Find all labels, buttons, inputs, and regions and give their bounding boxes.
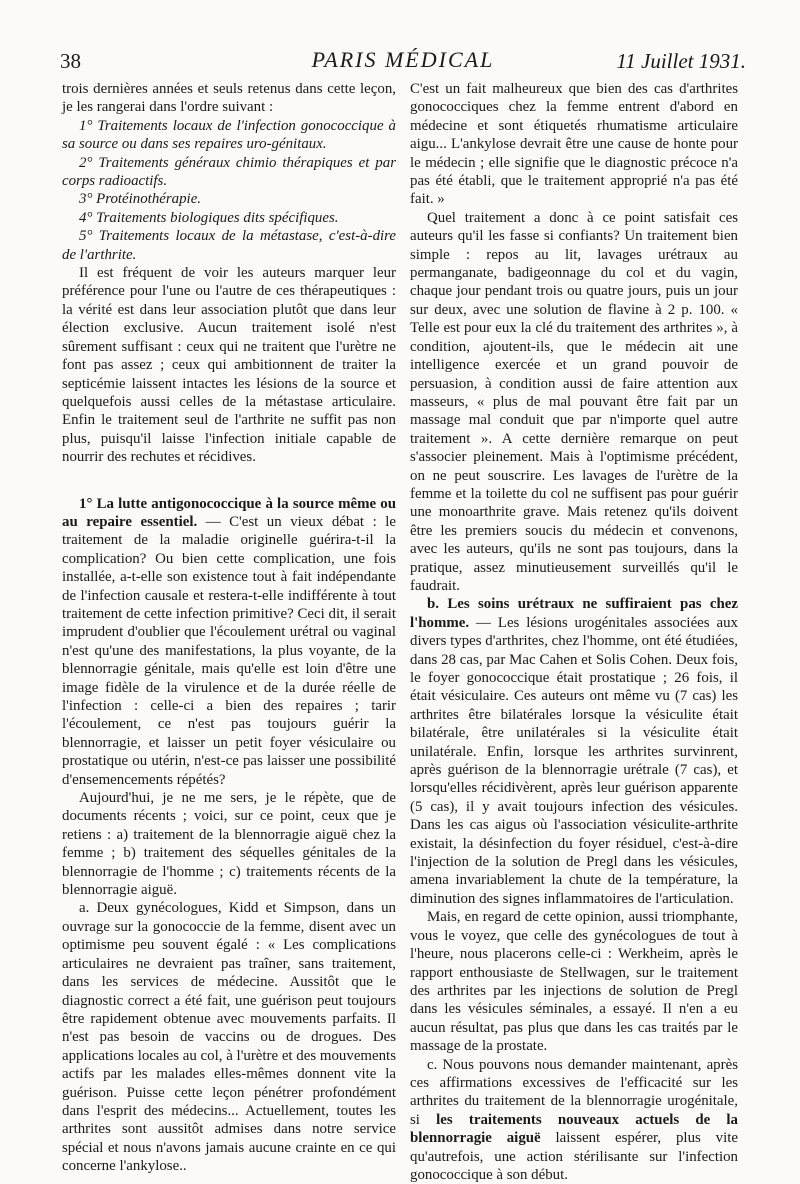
page-number: 38 (60, 49, 81, 73)
issue-date: 11 Juillet 1931. (616, 49, 746, 73)
list-item: 2° Traitements généraux chimio thérapiques et par corps radioactifs. (62, 154, 396, 190)
list-item: 4° Traitements biologiques dits spécifiques. (79, 209, 339, 226)
paragraph: Il est fréquent de voir les auteurs marquer leur préférence pour l'une ou l'autre de ces thérapeutiques : la vérité est dans leur association plutôt que dans leur élection exclusive. Aucun traitement isolé n'est sûrement suffisant : ceux qui ne traitent que l'urètre ne font pas assez ; ceux qui ambitionnent de traiter la septicémie laissent intactes les lésions de la source et quelquefois aussi celles de la métastase articulaire. Enfin le traitement seul de l'arthrite ne suffit pas non plus, puisqu'il laisse l'infection initiale capable de nourrir des rechutes et récidives. (62, 265, 396, 466)
list-item: 5° Traitements locaux de la métastase, c'est-à-dire de l'arthrite. (62, 228, 396, 263)
paragraph: Aujourd'hui, je ne me sers, je le répète, que de documents récents ; voici, sur ce point, ceux que je retiens : a) traitement de la blennorragie aiguë chez la femme ; b) traitement des séquelles génitales de la blennorragie de l'homme ; c) traitements récents de la blennorragie aiguë. (62, 790, 396, 899)
journal-title: PARIS MÉDICAL (311, 47, 495, 72)
emphasis: les traitements nouveaux actuels de la blennorragie aiguë (410, 1111, 739, 1147)
section-heading: 1° La lutte antigonococcique à la source même ou au repaire essentiel. (62, 495, 396, 530)
list-item: 3° Protéinothérapie. (79, 191, 202, 208)
paragraph (410, 1056, 738, 1184)
section-text: — C'est un vieux débat : le traitement de la maladie originelle guérira-t-il la complication? Ou bien cette complication, une fois installée, a-t-elle son existence tout à fait indépendante de l'infection causale et restera-t-elle indifférente à tout traitement de cette infection primitive? Ceci dit, il serait imprudent d'oublier que l'écoulement urétral ou vaginal n'est qu'une des manifestations, la plus voyante, de la blennorragie génitale, mais qu'elle est loin d'être une image fidèle de la virulence et de la durée réelle de l'infection : celle-ci a bien des repaires ; tarir l'écoulement, ce n'est pas toujours guérir la blennorragie, et laisser un petit foyer vésiculaire ou prostatique ou utérin, n'est-ce pas laisser une possibilité d'ensemencements répétés? (62, 513, 396, 788)
list-item: 1° Traitements locaux de l'infection gonococcique à sa source ou dans ses repaires uro-génitaux. (62, 117, 396, 153)
paragraph: trois dernières années et seuls retenus dans cette leçon, je les rangerai dans l'ordre suivant : (62, 81, 396, 116)
left-column (62, 80, 396, 1176)
running-header (60, 47, 746, 77)
right-column (410, 80, 738, 1184)
paragraph: Quel traitement a donc à ce point satisfait ces auteurs qu'il les fasse si confiants? Un traitement bien simple : repos au lit, lavages urétraux au permanganate, badigeonnage du col et du vagin, chaque jour pendant trois ou quatre jours, puis un jour sur deux, avec une solution de flavine à 2 p. 100. « Telle est pour eux la clé du traitement des arthrites », à condition, ajoutent-ils, que le médecin ait une intelligence exercée et un grand pouvoir de persuasion, à condition aussi de faire attention aux masseurs, « plus de mal pouvant être fait par un massage mal conduit que par n'importe quel autre traitement ». A cette dernière remarque on peut s'associer pleinement. Mais à l'optimisme précédent, on ne peut souscrire. Les lavages de l'urètre de la femme et la toilette du col ne suffisent pas pour guérir une monoarthrite grave. Mais retenez qu'ils doivent être les premiers soucis du médecin et convenons, avec les auteurs, qu'ils ne sont pas toujours, dans la pratique, assez minutieusement surveillés qu'il le faudrait. (410, 209, 738, 594)
text-run: laissent espérer, plus vite qu'autrefois, une action stérilisante sur l'infection gonococcique à son début. (410, 1130, 738, 1183)
paragraph: a. Deux gynécologues, Kidd et Simpson, dans un ouvrage sur la gonococcie de la femme, disent avec un optimisme peu souvent égalé : « Les complications articulaires ne devraient pas traîner, sans traitement, dans les services de médecine. Aussitôt que le diagnostic correct a été fait, une guérison peut toujours être rapidement obtenue avec mouvements parfaits. Il n'est pas besoin de vaccins ou de drogues. Des applications locales au col, à l'urètre et des mouvements actifs par les malades elles-mêmes donnent vite la guérison. Puisse cette leçon pénétrer profondément dans l'esprit des médecins... Actuellement, toutes les arthrites sont aussitôt admises dans notre service spécial et nous n'avons jamais aucune crainte en ce qui concerne l'ankylose.. (62, 900, 396, 1175)
section-text: — Les lésions urogénitales associées aux divers types d'arthrites, chez l'homme, ont été étudiées, dans 28 cas, par Mac Cahen et Solis Cohen. Deux fois, le foyer gonococcique était prostatique ; 26 fois, il était vésiculaire. Ces auteurs ont même vu (7 cas) les arthrites être bilatérales lorsque la vésiculite était bilatérale, être unilatérales si la vésiculite était unilatérale. Enfin, lorsque les arthrites survinrent, après guérison de la blennorragie urétrale (7 cas), et lorsqu'elles récidivèrent, après leur guérison apparente (5 cas), il y avait toujours infection des vésicules. Dans les cas aigus où l'association vésiculite-arthrite existait, la désinfection du foyer résiduel, c'est-à-dire l'injection de la solution de Pregl dans les vésicules, amena invariablement la chute de la température, la diminution des signes inflammatoires de l'articulation. (410, 614, 738, 907)
section-heading: b. Les soins urétraux ne suffiraient pas chez l'homme. (410, 596, 738, 631)
paragraph: Mais, en regard de cette opinion, aussi triomphante, vous le voyez, que celle des gynécologues de tout à l'heure, nous placerons celle-ci : Werkheim, après le rapport enthousiaste de Stellwagen, sur le traitement des arthrites par les injections de solution de Pregl dans les vésicules séminales, a essayé. Il n'en a eu aucun résultat, pas plus que dans les cas traités par le massage de la prostate. (410, 909, 738, 1055)
paragraph: C'est un fait malheureux que bien des cas d'arthrites gonococciques chez la femme entrent d'abord en médecine et sont étiquetés rhumatisme articulaire aigu... L'ankylose devrait être une cause de honte pour le médecin ; elle signifie que le diagnostic précoce n'a pas été établi, que le traitement approprié n'a pas été fait. » (410, 81, 738, 208)
section-paragraph (62, 495, 396, 790)
section-paragraph (410, 595, 738, 908)
text-run: c. Nous pouvons nous demander maintenant, après ces affirmations excessives de l'efficacité sur les arthrites du traitement de la blennorragie urogénitale, si (410, 1056, 738, 1128)
